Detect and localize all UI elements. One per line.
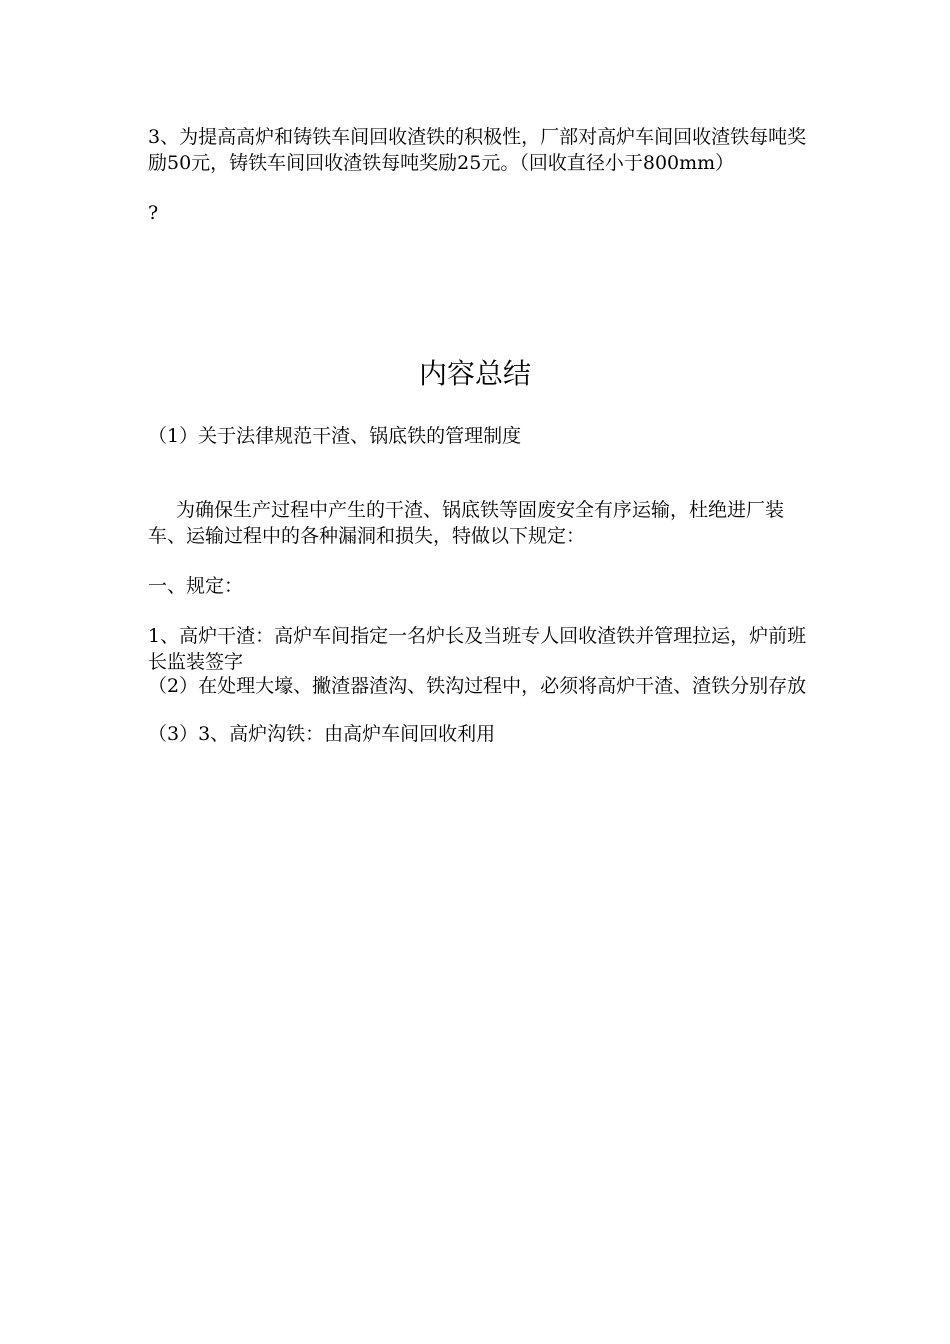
summary-item-3: （3）3、高炉沟铁：由高炉车间回收利用 <box>148 723 496 745</box>
summary-item-1: （1）关于法律规范干渣、锅底铁的管理制度 <box>148 425 522 447</box>
section-heading: 一、规定： <box>148 575 244 597</box>
intro-paragraph: 为确保生产过程中产生的干渣、锅底铁等固废安全有序运输，杜绝进厂装车、运输过程中的各种漏洞和损失，特做以下规定： <box>148 499 785 547</box>
summary-title: 内容总结 <box>418 357 531 390</box>
reward-paragraph: 3、为提高高炉和铸铁车间回收渣铁的积极性，厂部对高炉车间回收渣铁每吨奖励50元，铸铁车间回收渣铁每吨奖励25元。（回收直径小于800mm） <box>148 126 807 174</box>
summary-item-2: （2）在处理大壕、撇渣器渣沟、铁沟过程中，必须将高炉干渣、渣铁分别存放 <box>148 675 807 697</box>
question-mark-line: ? <box>148 202 159 224</box>
rule-1-paragraph: 1、高炉干渣：高炉车间指定一名炉长及当班专人回收渣铁并管理拉运，炉前班长监装签字 <box>148 625 807 673</box>
